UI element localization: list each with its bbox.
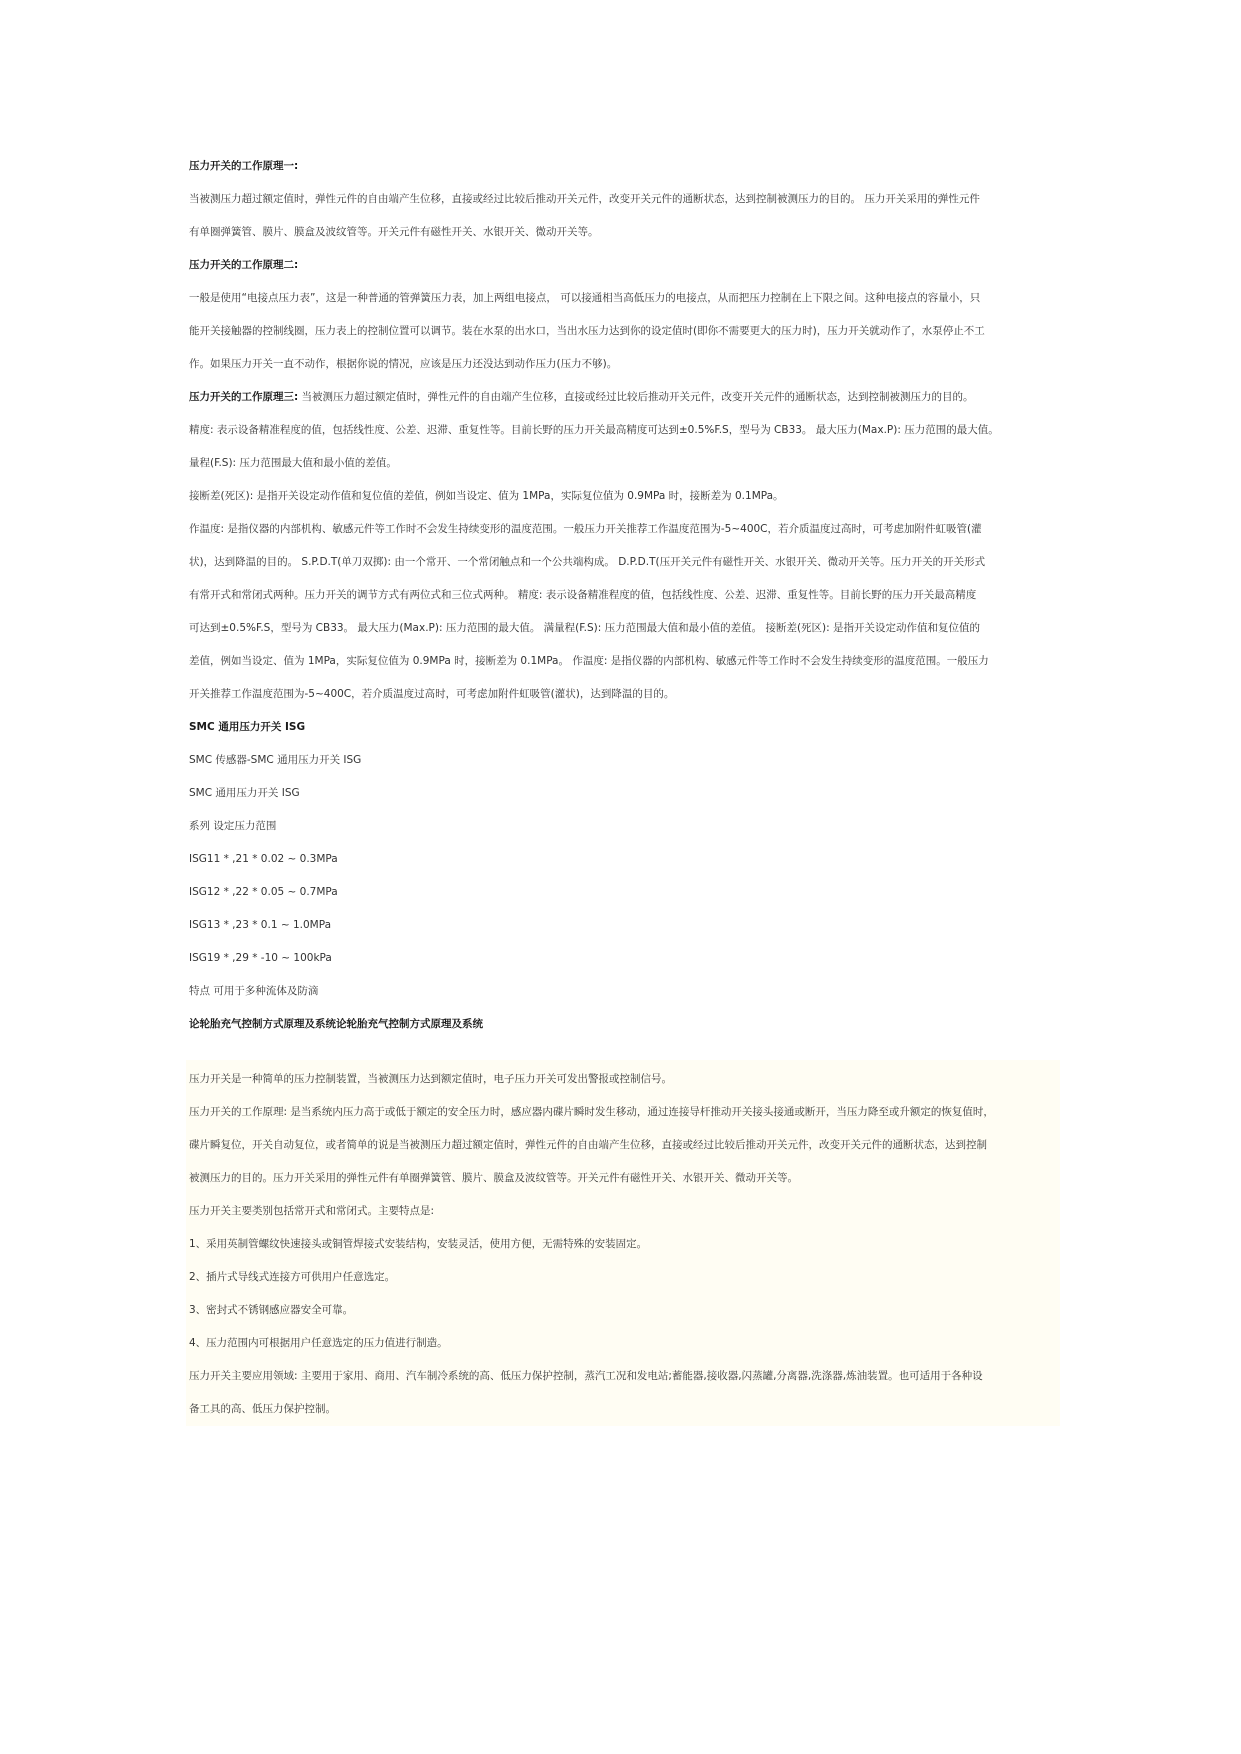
paragraph-line: 有常开式和常闭式两种。压力开关的调节方式有两位式和三位式两种。 精度: 表示设备精准程度的值，包括线性度、公差、迟滞、重复性等。目前长野的压力开关最高精度 [189,589,977,601]
smc-line: SMC 通用压力开关 ISG [189,787,300,799]
feature-item: 4、压力范围内可根据用户任意选定的压力值进行制造。 [189,1337,448,1349]
paragraph-line: 状)，达到降温的目的。 S.P.D.T(单刀双掷): 由一个常开、一个常闭触点和一个公共端构成。 D.P.D.T(压开关元件有磁性开关、水银开关、微动开关等。压力开关的开关形式 [189,556,986,568]
paragraph-line: 差值，例如当设定、值为 1MPa，实际复位值为 0.9MPa 时，接断差为 0.1MPa。 作温度: 是指仪器的内部机构、敏感元件等工作时不会发生持续变形的温度范围。一般压力 [189,655,989,667]
smc-line: 特点 可用于多种流体及防滴 [189,985,319,997]
smc-line: 系列 设定压力范围 [189,820,277,832]
highlight-block [186,1060,1060,1426]
paragraph-line: 开关推荐工作温度范围为-5~400C，若介质温度过高时，可考虑加附件虹吸管(灌状)，达到降温的目的。 [189,688,675,700]
smc-line: ISG11 * ,21 * 0.02 ~ 0.3MPa [189,853,338,865]
heading-principle-2: 压力开关的工作原理二: [189,259,299,271]
paragraph-line: 能开关接触器的控制线圈，压力表上的控制位置可以调节。装在水泵的出水口，当出水压力达到你的设定值时(即你不需要更大的压力时)，压力开关就动作了，水泵停止不工 [189,325,985,337]
paragraph-line: 当被测压力超过额定值时，弹性元件的自由端产生位移，直接或经过比较后推动开关元件，改变开关元件的通断状态，达到控制被测压力的目的。 压力开关采用的弹性元件 [189,193,980,205]
applications-line: 备工具的高、低压力保护控制。 [189,1403,336,1415]
heading-principle-1: 压力开关的工作原理一: [189,160,299,172]
paragraph-line: 作温度: 是指仪器的内部机构、敏感元件等工作时不会发生持续变形的温度范围。一般压力开关推荐工作温度范围为-5~400C，若介质温度过高时，可考虑加附件虹吸管(灌 [189,523,982,535]
intro-line: 压力开关是一种简单的压力控制装置，当被测压力达到额定值时，电子压力开关可发出警报或控制信号。 [189,1073,672,1085]
deadband-line: 接断差(死区): 是指开关设定动作值和复位值的差值，例如当设定、值为 1MPa，实际复位值为 0.9MPa 时，接断差为 0.1MPa。 [189,490,784,502]
paragraph-line: 一般是使用“电接点压力表”，这是一种普通的管弹簧压力表，加上两组电接点， 可以接通相当高低压力的电接点，从而把压力控制在上下限之间。这种电接点的容量小，只 [189,292,981,304]
main-text [189,158,1057,1032]
smc-title: SMC 通用压力开关 ISG [189,721,306,733]
heading-principle-3: 压力开关的工作原理三: [189,391,299,403]
principle-line: 压力开关的工作原理: 是当系统内压力高于或低于额定的安全压力时，感应器内碟片瞬时发生移动，通过连接导杆推动开关接头接通或断开，当压力降至或升额定的恢复值时， [189,1106,994,1118]
tire-title: 论轮胎充气控制方式原理及系统论轮胎充气控制方式原理及系统 [189,1018,483,1030]
principle-line: 被测压力的目的。压力开关采用的弹性元件有单圈弹簧管、膜片、膜盒及波纹管等。开关元件有磁性开关、水银开关、微动开关等。 [189,1172,798,1184]
paragraph-line: 作。如果压力开关一直不动作，根据你说的情况，应该是压力还没达到动作压力(压力不够)。 [189,358,618,370]
types-line: 压力开关主要类别包括常开式和常闭式。主要特点是: [189,1205,435,1217]
paragraph-line: 可达到±0.5%F.S，型号为 CB33。 最大压力(Max.P): 压力范围的最大值。 满量程(F.S): 压力范围最大值和最小值的差值。 接断差(死区): 是指开关设定动作值和复位值的 [189,622,981,634]
smc-line: ISG19 * ,29 * -10 ~ 100kPa [189,952,332,964]
feature-item: 2、插片式导线式连接方可供用户任意选定。 [189,1271,396,1283]
paragraph-line: 有单圈弹簧管、膜片、膜盒及波纹管等。开关元件有磁性开关、水银开关、微动开关等。 [189,226,599,238]
applications-line: 压力开关主要应用领域: 主要用于家用、商用、汽车制冷系统的高、低压力保护控制，蒸汽工况和发电站;蓄能器,接收器,闪蒸罐,分离器,洗涤器,炼油装置。也可适用于各种设 [189,1370,983,1382]
principle-3-text: 当被测压力超过额定值时，弹性元件的自由端产生位移，直接或经过比较后推动开关元件，改变开关元件的通断状态，达到控制被测压力的目的。 [298,391,974,403]
feature-item: 3、密封式不锈钢感应器安全可靠。 [189,1304,354,1316]
smc-line: ISG12 * ,22 * 0.05 ~ 0.7MPa [189,886,338,898]
principle-line: 碟片瞬复位，开关自动复位，或者简单的说是当被测压力超过额定值时，弹性元件的自由端产生位移，直接或经过比较后推动开关元件，改变开关元件的通断状态，达到控制 [189,1139,987,1151]
smc-line: SMC 传感器-SMC 通用压力开关 ISG [189,754,362,766]
principle-3-paragraph [189,389,1057,405]
smc-line: ISG13 * ,23 * 0.1 ~ 1.0MPa [189,919,332,931]
range-line: 量程(F.S): 压力范围最大值和最小值的差值。 [189,457,397,469]
feature-item: 1、采用英制管螺纹快速接头或铜管焊接式安装结构，安装灵活，使用方便，无需特殊的安装固定。 [189,1238,648,1250]
precision-line: 精度: 表示设备精准程度的值，包括线性度、公差、迟滞、重复性等。目前长野的压力开关最高精度可达到±0.5%F.S，型号为 CB33。 最大压力(Max.P): 压力范围的最大值。 [189,424,999,436]
